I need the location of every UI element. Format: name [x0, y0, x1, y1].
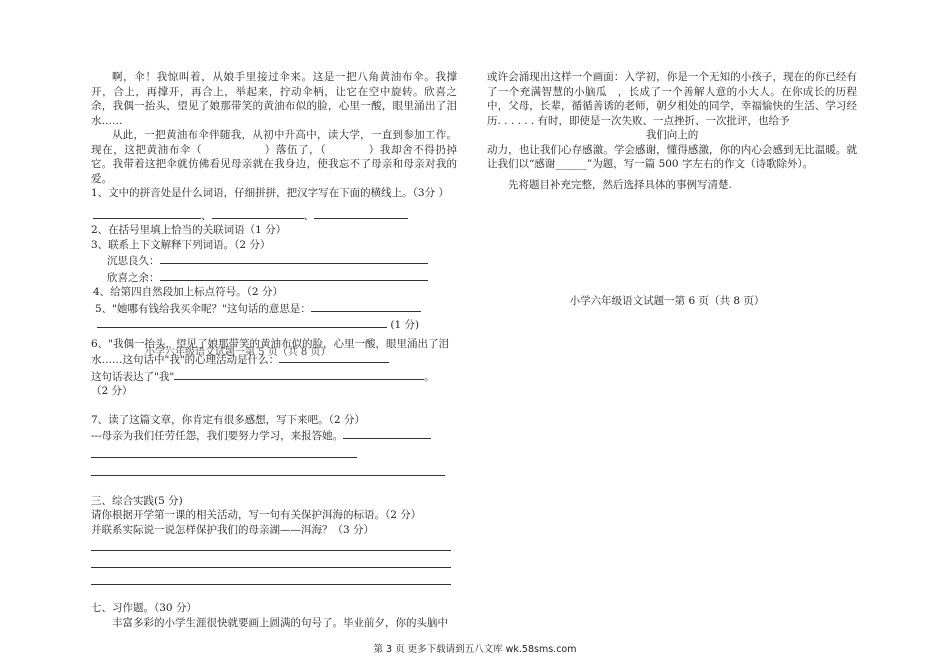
question-5: 5、"她哪有钱给我买伞呢？"这句话的意思是： [91, 300, 457, 317]
blank-q6b[interactable] [174, 368, 424, 380]
answer-line-s3-2[interactable] [91, 554, 451, 568]
question-6-score: （2 分） [91, 385, 133, 397]
section-3-question-2: 并联系实际说一说怎样保护我们的母亲湖——洱海？（3 分） [91, 523, 375, 536]
section-3-title: 三、综合实践(5 分) [91, 494, 183, 507]
answer-line-s3-3[interactable] [91, 571, 451, 585]
story-paragraph-1: 啊，伞！我惊叫着，从娘手里接过伞来。这是一把八角黄油布伞。我撑开，合上，再撑开，再合上，举起来，拧动伞柄，让它在空中旋转。欣喜之余，我偶一抬头，望见了娘那带笑的黄油布似的脸，心里一酸，眼里涌出了泪水…… [91, 71, 457, 127]
section-7-title: 七、习作题。（30 分） [91, 602, 197, 614]
blank-word-1[interactable] [160, 252, 428, 264]
blank-q7-tail[interactable] [343, 427, 431, 439]
question-7-line: ---母亲为我们任劳任怨，我们要努力学习，来报答她。 [91, 427, 457, 444]
story-paragraph-2: 从此，一把黄油布伞伴随我，从初中升高中，读大学，一直到参加工作。现在，这把黄油布伞（ ）落伍了，（ ）我却舍不得扔掉它。我带着这把伞就仿佛看见母亲就在我身边，使我忘不了母亲和母亲对我的爱。 [91, 129, 458, 185]
answer-line-s3-1[interactable] [91, 537, 451, 551]
bottom-footer: 第 3 页 更多下载请到五八文库 wk.58sms.com [373, 644, 577, 655]
question-1-blanks: 、 、 [91, 207, 457, 224]
blank-3[interactable] [314, 207, 408, 219]
section-3-question-1: 请你根据开学第一课的相关活动，写一句有关保护洱海的标语。（2 分） [91, 509, 422, 521]
blank-word-2[interactable] [160, 269, 428, 281]
overlapping-page-footer: 小学六年级语文试题一第 5 页（共 8 页） [145, 347, 331, 358]
question-5-line: (1 分) [91, 316, 457, 333]
question-7: 7、读了这篇文章，你肯定有很多感想，写下来吧。（2 分） [91, 413, 365, 426]
essay-prompt-paragraph-2: 动力，也让我们心存感激。学会感谢，懂得感激，你的内心会感到无比温暖。就让我们以“感谢______”为题，写一篇 500 字左右的作文（诗歌除外）。 [487, 143, 857, 170]
blank-q5-line[interactable] [97, 316, 387, 328]
question-3: 3、联系上下文解释下列词语。（2 分） [91, 238, 271, 251]
blank-q5[interactable] [311, 300, 421, 312]
essay-prompt-paragraph-3: 先将题目补充完整，然后选择具体的事例写清楚. [508, 178, 732, 191]
question-2: 2、在括号里填上恰当的关联词语（1 分） [91, 224, 287, 236]
right-column [487, 70, 857, 192]
question-6b: 这句话表达了"我" 。 [91, 368, 457, 385]
question-3-word-2: 欣喜之余： [91, 269, 457, 286]
essay-prompt-paragraph-1: 或许会涌现出这样一个画面：入学初，你是一个无知的小孩子，现在的你已经有了一个充满智慧的小脑瓜 ，长成了一个善解人意的小大人。在你成长的历程中，父母，长辈，循循善诱的老师，朝夕相处的同学，幸福愉快的生活、学习经历. . . . . . 有时，即使是一次失败、一点挫折、一次批评，也给予 [487, 71, 857, 127]
right-page-footer: 小学六年级语文试题一第 6 页（共 8 页） [569, 295, 765, 307]
blank-1[interactable] [93, 207, 201, 219]
section-7-paragraph: 丰富多彩的小学生涯很快就要画上圆满的句号了。毕业前夕，你的头脑中 [112, 616, 448, 629]
blank-2[interactable] [212, 207, 304, 219]
answer-line-q7-2[interactable] [91, 462, 445, 476]
essay-prompt-center-line: 我们向上的 [645, 129, 699, 141]
question-6: 6、"我偶一抬头，望见了娘那带笑的黄油布似的脸，心里一酸，眼里涌出了泪水……这句话中"我"的心理活动是什么： [91, 337, 450, 366]
question-4: 4、给第四自然段加上标点符号。（2 分） [93, 286, 283, 298]
answer-line-q7-1[interactable] [91, 444, 357, 458]
question-3-word-1: 沉思良久： [91, 252, 457, 269]
question-1: 1、文中的拼音处是什么词语，仔细拼拼，把汉字写在下面的横线上。（3分 ） [91, 187, 449, 199]
